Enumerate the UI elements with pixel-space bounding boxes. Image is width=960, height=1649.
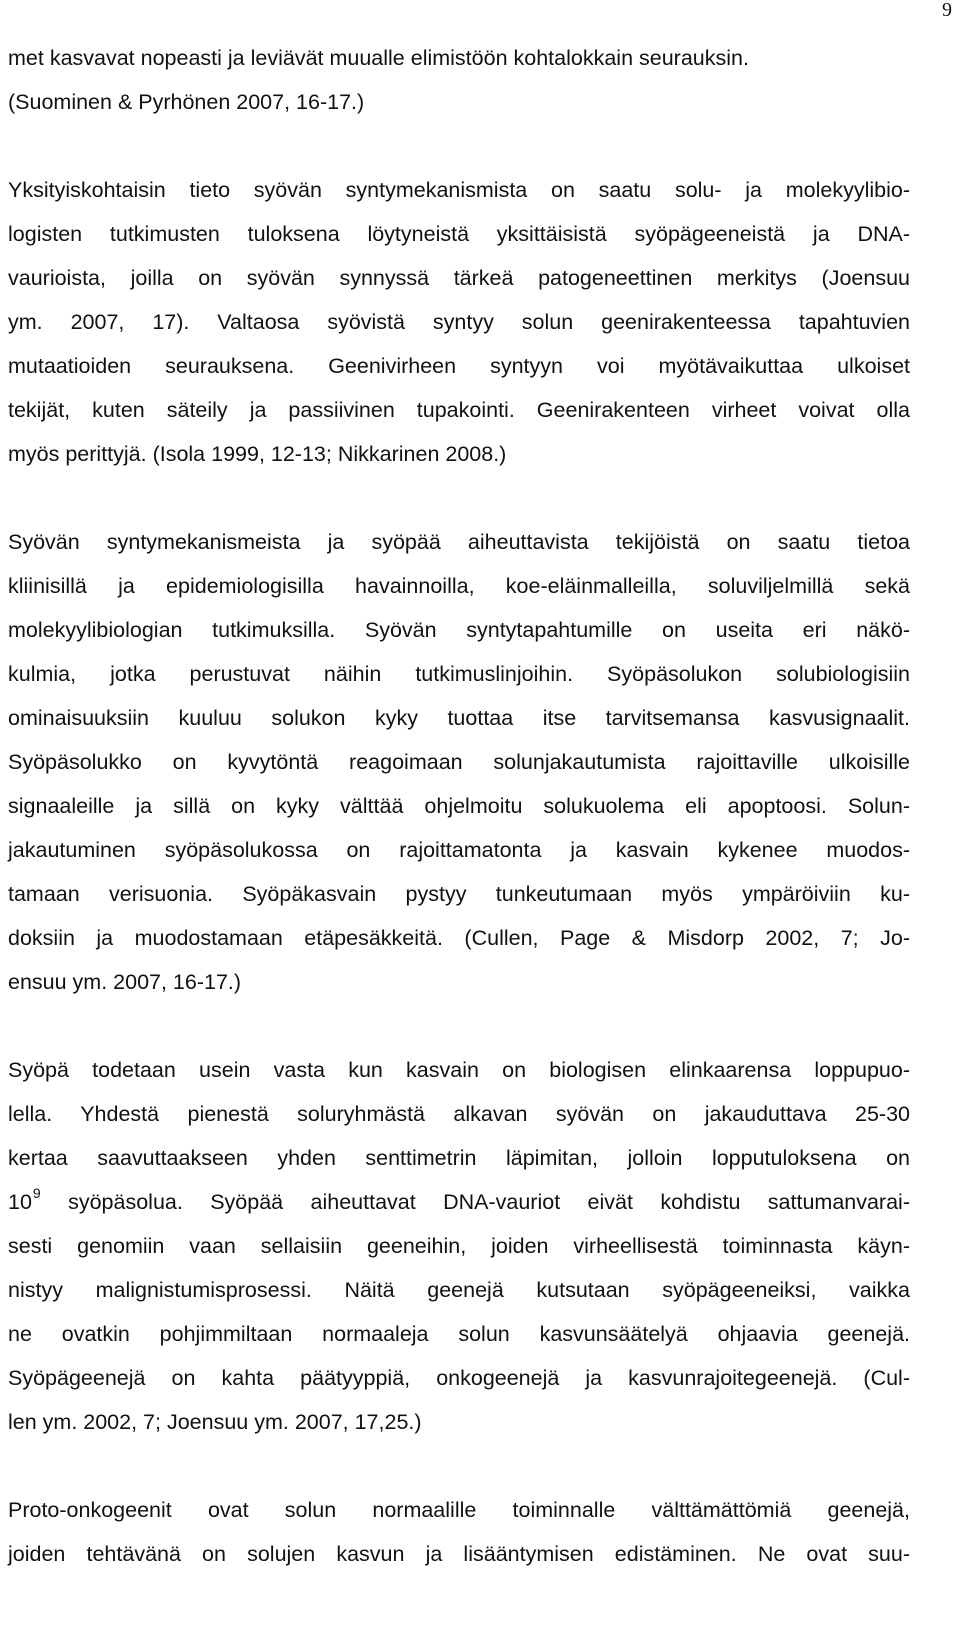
text-line: (Suominen & Pyrhönen 2007, 16-17.) [8, 90, 365, 114]
paragraph [8, 520, 910, 1004]
text-line: sesti genomiin vaan sellaisiin geeneihin, joiden virheellisestä toiminnasta käyn- [8, 1234, 910, 1258]
text-line: ne ovatkin pohjimmiltaan normaaleja solun kasvunsäätelyä ohjaavia geenejä. [8, 1322, 910, 1346]
text-line: ominaisuuksiin kuuluu solukon kyky tuottaa itse tarvitsemansa kasvusignaalit. [8, 706, 910, 730]
text-line: Yksityiskohtaisin tieto syövän syntymekanismista on saatu solu- ja molekyylibio- [8, 178, 910, 202]
text-line: met kasvavat nopeasti ja leviävät muualle elimistöön kohtalokkain seurauksin. [8, 46, 749, 70]
paragraph [8, 168, 910, 476]
page-number: 9 [942, 0, 952, 21]
paragraph [8, 1488, 910, 1576]
superscript-exponent: 9 [32, 1184, 41, 1201]
text-line: tamaan verisuonia. Syöpäkasvain pystyy tunkeutumaan myös ympäröiviin ku- [8, 882, 910, 906]
text-line: ensuu ym. 2007, 16-17.) [8, 970, 242, 994]
paragraph-gap [8, 476, 910, 520]
text-line: Syövän syntymekanismeista ja syöpää aiheuttavista tekijöistä on saatu tietoa [8, 530, 910, 554]
text-line: logisten tutkimusten tuloksena löytyneistä yksittäisistä syöpägeeneistä ja DNA- [8, 222, 910, 246]
paragraph [8, 1048, 910, 1444]
text-line: Syöpä todetaan usein vasta kun kasvain on biologisen elinkaarensa loppupuo- [8, 1058, 910, 1082]
text-line: kliinisillä ja epidemiologisilla havainnoilla, koe-eläinmalleilla, soluviljelmillä sekä [8, 574, 910, 598]
text-line: nistyy malignistumisprosessi. Näitä geenejä kutsutaan syöpägeeneiksi, vaikka [8, 1278, 910, 1302]
document-body [8, 36, 910, 1576]
text-line [8, 1180, 910, 1224]
paragraph-gap [8, 124, 910, 168]
text-line: vaurioista, joilla on syövän synnyssä tärkeä patogeneettinen merkitys (Joensuu [8, 266, 910, 290]
text-line: doksiin ja muodostamaan etäpesäkkeitä. (Cullen, Page & Misdorp 2002, 7; Jo- [8, 926, 910, 950]
line-text: syöpäsolua. Syöpää aiheuttavat DNA-vauriot eivät kohdistu sattumanvarai- [40, 1190, 910, 1214]
text-line: kulmia, jotka perustuvat näihin tutkimuslinjoihin. Syöpäsolukon solubiologisiin [8, 662, 910, 686]
number-base: 10 [8, 1190, 32, 1214]
text-line: molekyylibiologian tutkimuksilla. Syövän syntytapahtumille on useita eri näkö- [8, 618, 910, 642]
text-line: Syöpäsolukko on kyvytöntä reagoimaan solunjakautumista rajoittaville ulkoisille [8, 750, 910, 774]
text-line: mutaatioiden seurauksena. Geenivirheen syntyyn voi myötävaikuttaa ulkoiset [8, 354, 910, 378]
text-line: Proto-onkogeenit ovat solun normaalille toiminnalle välttämättömiä geenejä, [8, 1498, 910, 1522]
text-line: Syöpägeenejä on kahta päätyyppiä, onkogeenejä ja kasvunrajoitegeenejä. (Cul- [8, 1366, 910, 1390]
paragraph-gap [8, 1004, 910, 1048]
text-line: len ym. 2002, 7; Joensuu ym. 2007, 17,25.) [8, 1410, 422, 1434]
text-line: ym. 2007, 17). Valtaosa syövistä syntyy solun geenirakenteessa tapahtuvien [8, 310, 910, 334]
text-line: tekijät, kuten säteily ja passiivinen tupakointi. Geenirakenteen virheet voivat olla [8, 398, 910, 422]
paragraph [8, 36, 910, 124]
text-line: lella. Yhdestä pienestä soluryhmästä alkavan syövän on jakauduttava 25-30 [8, 1102, 910, 1126]
text-line: kertaa saavuttaakseen yhden senttimetrin läpimitan, jolloin lopputuloksena on [8, 1146, 910, 1170]
text-line: myös perittyjä. (Isola 1999, 12-13; Nikkarinen 2008.) [8, 442, 507, 466]
text-line: jakautuminen syöpäsolukossa on rajoittamatonta ja kasvain kykenee muodos- [8, 838, 910, 862]
paragraph-gap [8, 1444, 910, 1488]
text-line: joiden tehtävänä on solujen kasvun ja lisääntymisen edistäminen. Ne ovat suu- [8, 1542, 910, 1566]
text-line: signaaleille ja sillä on kyky välttää ohjelmoitu solukuolema eli apoptoosi. Solun- [8, 794, 910, 818]
